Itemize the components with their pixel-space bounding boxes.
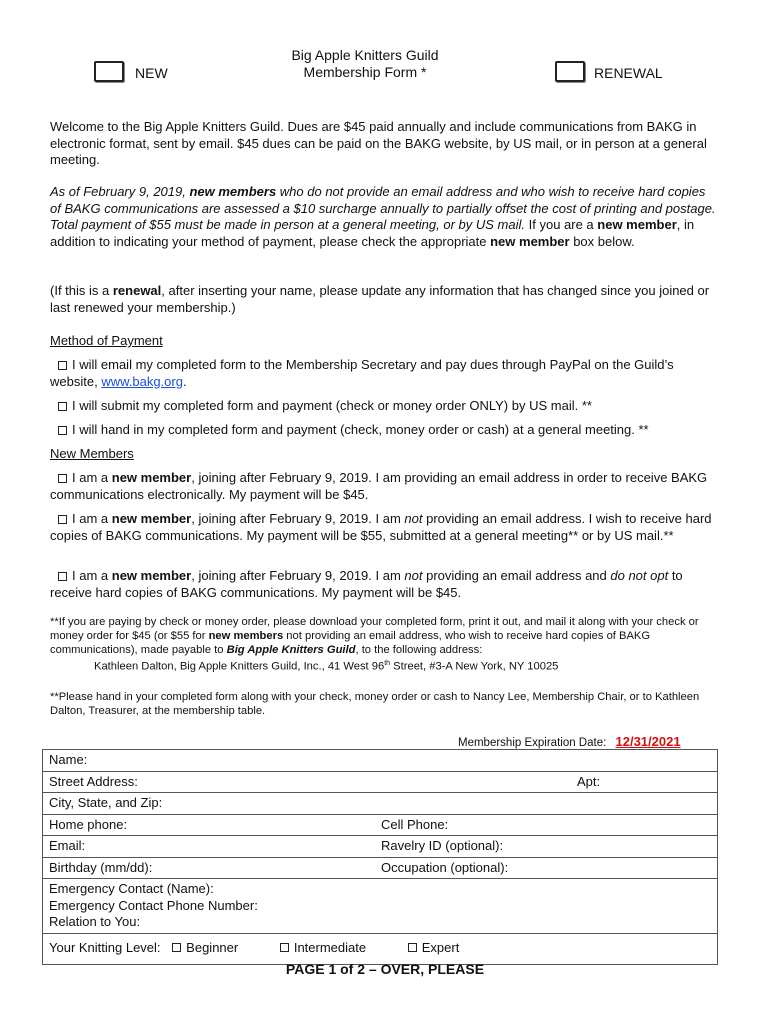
notice-bold-1: new members — [189, 184, 277, 199]
welcome-paragraph: Welcome to the Big Apple Knitters Guild. Dues are $45 paid annually and include communications from BAKG in electronic format, sent by email. $45 dues can be paid on the BAKG website, by US mail, or in person at a general meeting. — [50, 119, 707, 167]
expiration-date: 12/31/2021 — [615, 734, 681, 749]
mail-address-sup: th — [384, 660, 391, 667]
emergency-contact-field[interactable] — [43, 879, 718, 934]
payment-mail-text: I will submit my completed form and payment (check or money order ONLY) by US mail. ** — [72, 398, 592, 413]
nm2-lead: I am a — [72, 511, 112, 526]
notice-text-3: If you are a — [525, 217, 598, 232]
payment-mail-checkbox[interactable] — [58, 402, 67, 411]
street-label: Street Address: — [49, 773, 138, 789]
notice-bold-3: new member — [490, 233, 570, 249]
payment-option-paypal — [50, 357, 718, 390]
notice-bold-2: new member — [597, 217, 677, 232]
nm3-bold: new member — [111, 568, 192, 583]
renewal-text-2: , after inserting your name, please update any information that has changed since you joined or last renewed your membership.) — [50, 283, 710, 315]
mail-address-a: Kathleen Dalton, Big Apple Knitters Guild, Inc., 41 West 96 — [94, 660, 385, 673]
intermediate-label: Intermediate — [293, 939, 367, 955]
email-label: Email: — [49, 838, 86, 853]
mail-text-3: , to the following address: — [355, 644, 483, 656]
payment-paypal-end: . — [182, 373, 187, 389]
home-phone-label: Home phone: — [49, 816, 128, 832]
knitting-level-row — [43, 933, 718, 965]
city-label: City, State, and Zip: — [49, 795, 163, 810]
new-member-option-email — [50, 470, 718, 503]
mail-payee: Big Apple Knitters Guild — [226, 644, 356, 656]
ravelry-label: Ravelry ID (optional): — [381, 838, 504, 853]
nm3-do-not-opt: do not opt — [610, 568, 669, 583]
nm2-not: not — [404, 511, 423, 526]
notice-text-2: who do not provide an email address and who wish to receive hard copies of BAKG communications are assessed a $10 surcharge annually to partially offset the cost of printing and postage. Total payment of $55 must be made in person at a general meeting, or by US mail. — [50, 184, 716, 232]
city-field[interactable] — [43, 793, 718, 815]
nm1-rest: , joining after February 9, 2019. I am providing an email address in order to receive BAKG communications electronically. My payment will be $45. — [50, 470, 708, 502]
notice-text-4: , in addition to indicating your method of payment, please check the appropriate — [50, 217, 695, 249]
form-title — [200, 47, 530, 81]
occupation-label: Occupation (optional): — [381, 859, 509, 875]
title-line-2: Membership Form * — [303, 64, 427, 80]
emergency-name-label: Emergency Contact (Name): — [49, 881, 214, 896]
new-member-hardcopy-checkbox[interactable] — [58, 515, 67, 524]
mail-address-b: Street, #3-A New York, NY 10025 — [390, 660, 559, 673]
expiration-row — [458, 734, 681, 749]
payment-option-mail — [50, 398, 718, 415]
member-info-form — [42, 749, 718, 965]
mail-text-1: **If you are paying by check or money order, please download your completed form, print it out, and mail it along with your check or money order for $45 (or $55 for — [50, 616, 699, 642]
renewal-note — [50, 283, 718, 316]
expert-label: Expert — [421, 939, 460, 955]
payment-paypal-text: I will email my completed form to the Membership Secretary and pay dues through PayPal on the Guild’s website, — [50, 357, 674, 389]
birthday-label: Birthday (mm/dd): — [49, 859, 153, 875]
payment-option-meeting — [50, 422, 718, 439]
hand-note: **Please hand in your completed form along with your check, money order or cash to Nancy Lee, Membership Chair, or to Kathleen Dalton, Treasurer, at the membership table. — [50, 691, 700, 717]
new-member-email-checkbox[interactable] — [58, 474, 67, 483]
payment-heading: Method of Payment — [50, 333, 163, 348]
knitting-level-label: Your Knitting Level: — [49, 939, 161, 955]
new-member-notice — [50, 184, 718, 250]
birthday-row[interactable] — [43, 857, 718, 879]
renewal-bold: renewal — [112, 283, 162, 298]
renewal-checkbox[interactable] — [555, 61, 585, 82]
title-line-1: Big Apple Knitters Guild — [291, 47, 439, 63]
nm3-a: , joining after February 9, 2019. I am — [191, 568, 405, 583]
mail-note — [50, 615, 718, 674]
expiration-label: Membership Expiration Date: — [458, 737, 607, 749]
expert-checkbox[interactable] — [408, 943, 417, 952]
nm2-bold: new member — [111, 511, 192, 526]
payment-paypal-checkbox[interactable] — [58, 361, 67, 370]
nm3-lead: I am a — [72, 568, 112, 583]
renewal-label: RENEWAL — [594, 65, 663, 81]
notice-text-1: As of February 9, 2019, — [50, 184, 190, 199]
new-checkbox[interactable] — [94, 61, 124, 82]
street-field[interactable] — [43, 771, 718, 793]
new-member-option-no-hardcopy — [50, 568, 718, 601]
nm1-lead: I am a — [72, 470, 112, 485]
payment-meeting-text: I will hand in my completed form and payment (check, money order or cash) at a general meeting. ** — [72, 422, 649, 437]
apt-label: Apt: — [577, 773, 601, 789]
nm3-b: providing an email address and — [422, 568, 611, 583]
bakg-website-link[interactable]: www.bakg.org — [101, 373, 183, 389]
phone-row[interactable] — [43, 814, 718, 836]
mail-bold: new members — [208, 630, 284, 642]
new-member-no-hardcopy-checkbox[interactable] — [58, 572, 67, 581]
intermediate-checkbox[interactable] — [280, 943, 289, 952]
nm1-bold: new member — [111, 470, 192, 485]
new-label: NEW — [135, 65, 168, 81]
nm2-a: , joining after February 9, 2019. I am — [191, 511, 405, 526]
new-member-option-hardcopy — [50, 511, 718, 544]
mail-text-2: not providing an email address, who wish to receive hard copies of BAKG communications), made payable to — [50, 630, 651, 656]
nm2-b: providing an email address. I wish to receive hard copies of BAKG communications. My payment will be $55, submitted at a general meeting** or by US mail.** — [50, 511, 712, 543]
beginner-checkbox[interactable] — [172, 943, 181, 952]
nm3-c: to receive hard copies of BAKG communications. My payment will be $45. — [50, 568, 683, 600]
notice-text-5: box below. — [569, 233, 635, 249]
nm3-not: not — [404, 568, 423, 583]
new-members-heading: New Members — [50, 446, 134, 461]
emergency-phone-label: Emergency Contact Phone Number: — [49, 897, 258, 913]
name-field[interactable] — [43, 750, 718, 772]
cell-phone-label: Cell Phone: — [381, 816, 449, 832]
beginner-label: Beginner — [186, 939, 239, 955]
email-row[interactable] — [43, 836, 718, 858]
payment-meeting-checkbox[interactable] — [58, 426, 67, 435]
name-label: Name: — [49, 752, 88, 767]
relation-label: Relation to You: — [49, 914, 141, 929]
page-footer: PAGE 1 of 2 – OVER, PLEASE — [285, 961, 485, 977]
renewal-text-1: (If this is a — [50, 283, 113, 298]
